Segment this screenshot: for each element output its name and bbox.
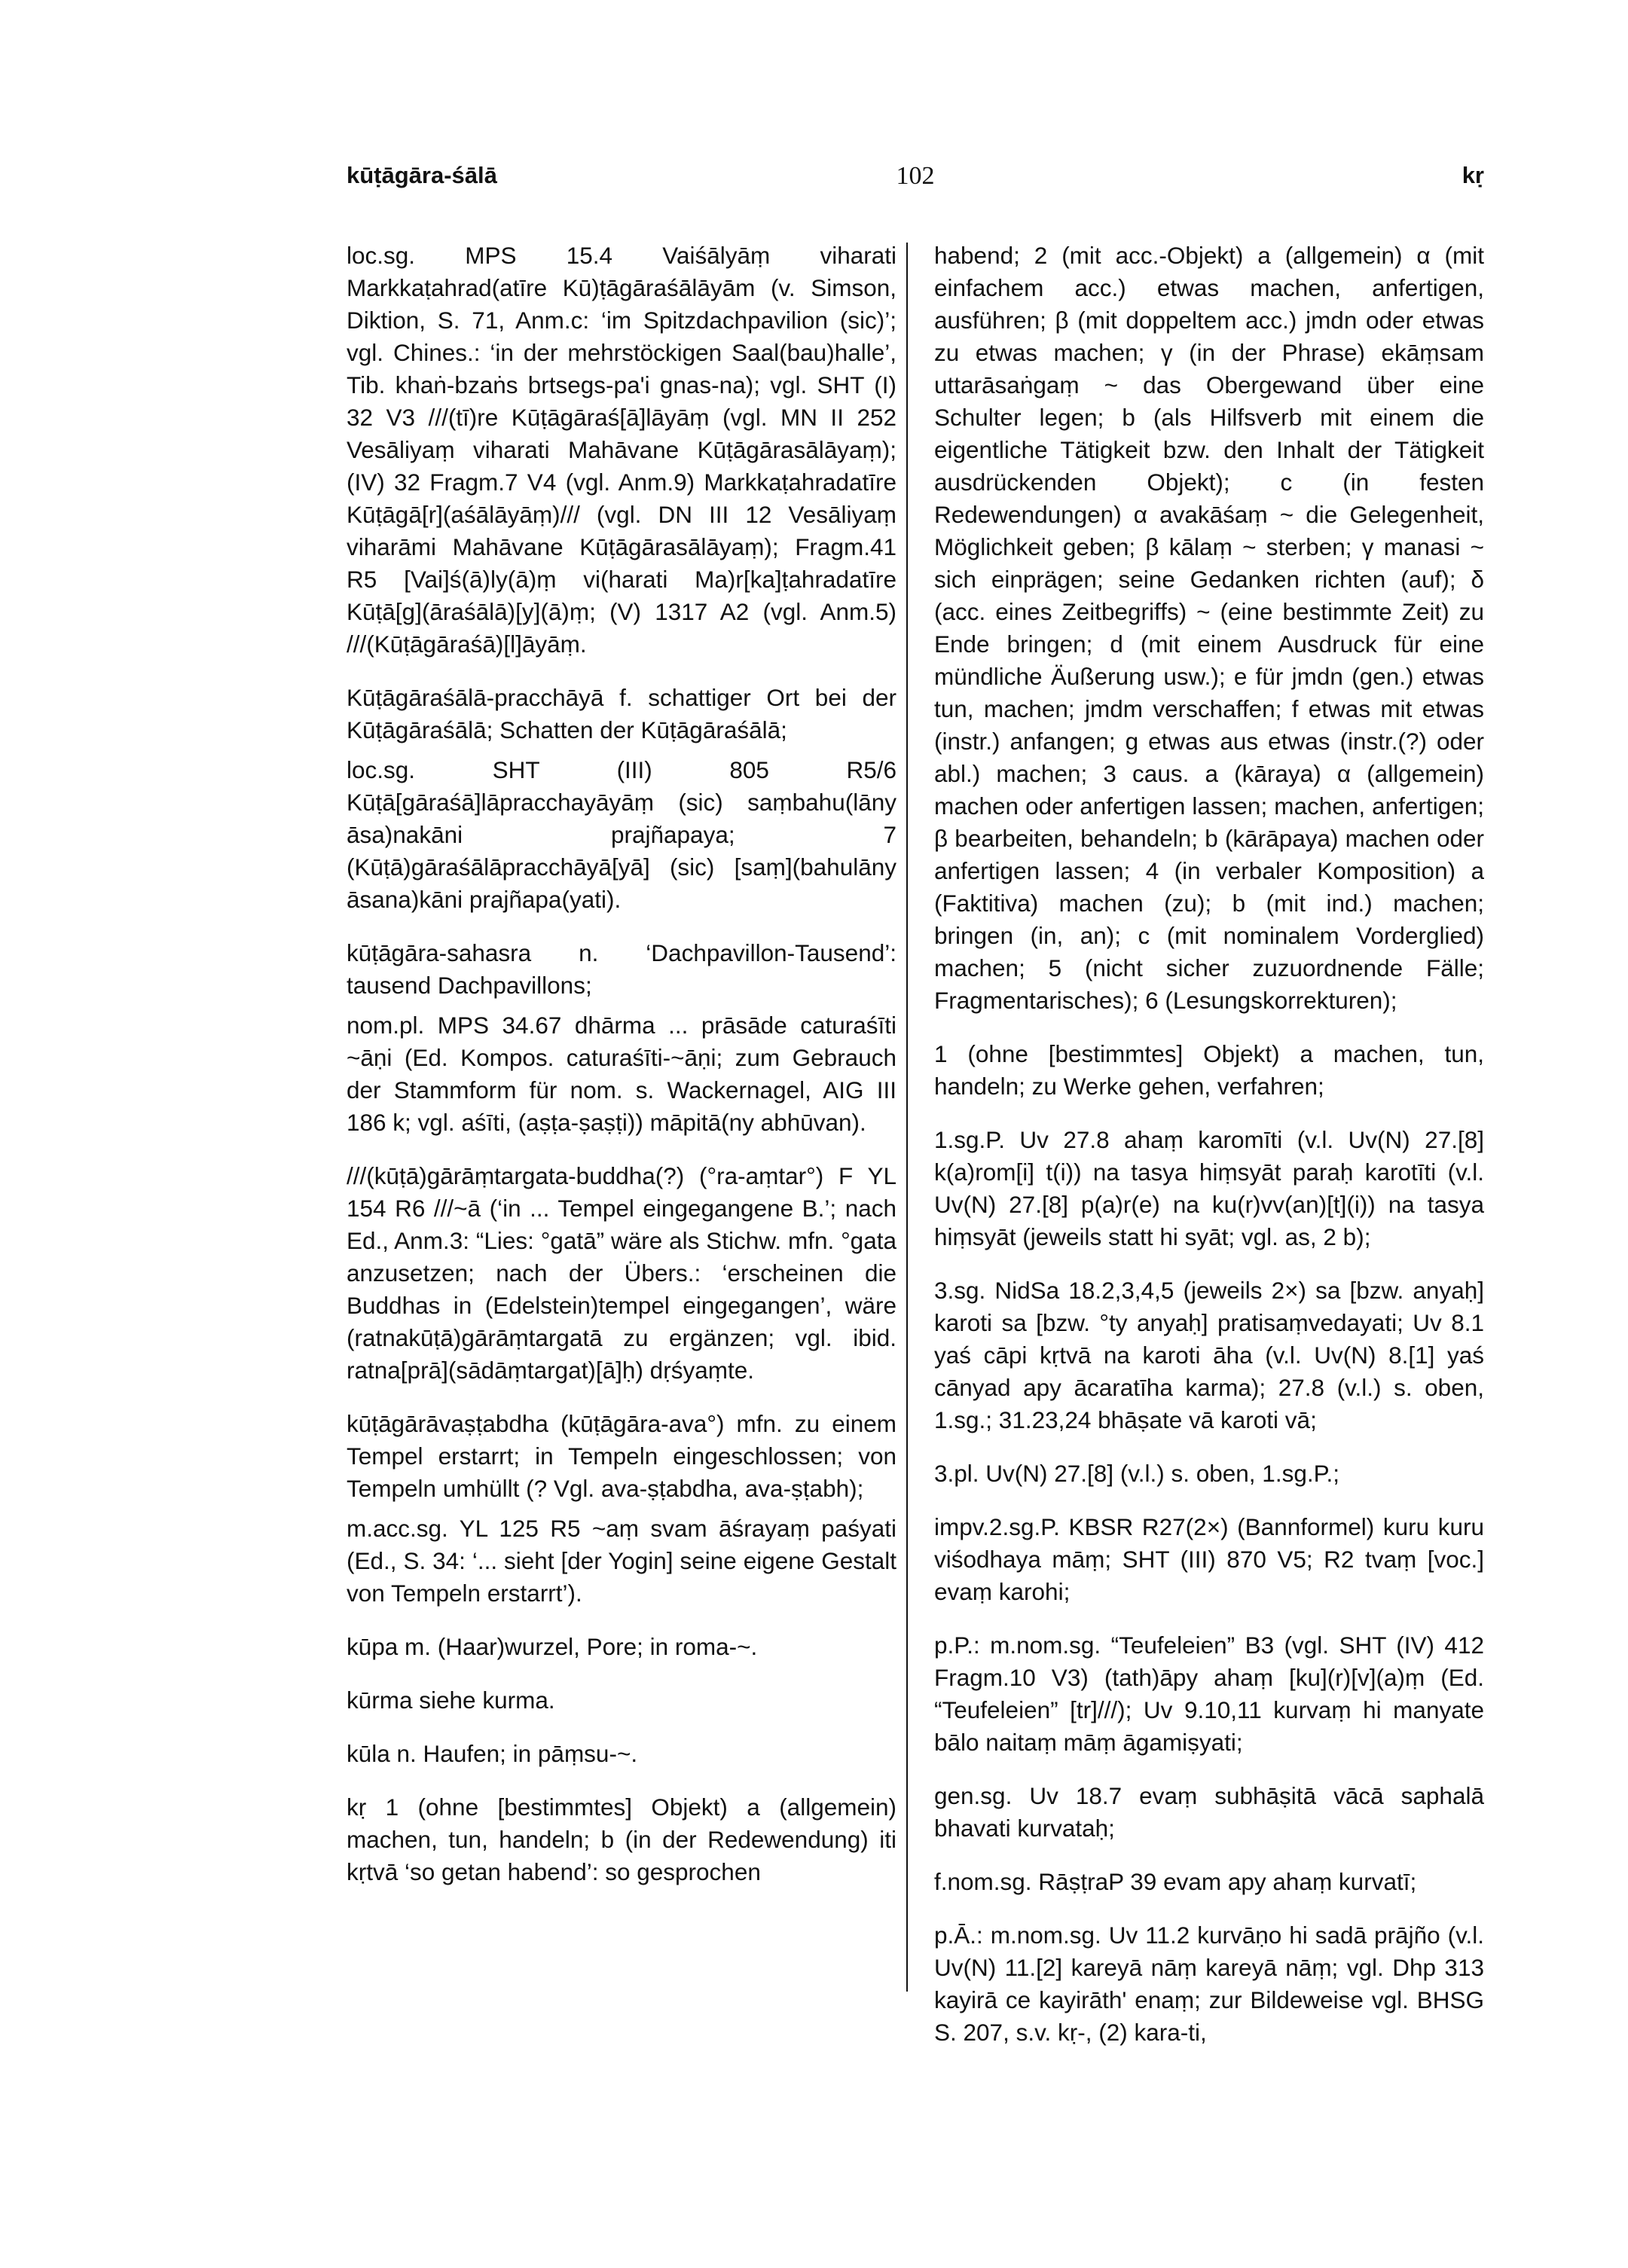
entry-headword-block: kūṭāgāra-sahasra n. ‘Dachpavillon-Tausend’: tausend Dachpavillons;: [347, 939, 896, 999]
entry-block: impv.2.sg.P. KBSR R27(2×) (Bannformel) kuru kuru viśodhaya māṃ; SHT (III) 870 V5; R2 tvaṃ [voc.] evaṃ karohi;: [934, 1513, 1484, 1605]
header-last-headword: kṛ: [1462, 162, 1484, 188]
entry-block: gen.sg. Uv 18.7 evaṃ subhāṣitā vācā saphalā bhavati kurvataḥ;: [934, 1782, 1484, 1842]
entry-block: habend; 2 (mit acc.-Objekt) a (allgemein) α (mit einfachem acc.) etwas machen, anfertigen, ausführen; β (mit doppeltem acc.) jmdn oder etwas zu etwas machen; γ (in der Phrase) ekāṃsam uttarāsaṅgaṃ ~ das Obergewand über eine Schulter legen; b (als Hilfsverb mit einem die eigentliche Tätigkeit bzw. den Inhalt der Tätigkeit ausdrückenden Objekt); c (in festen Redewendungen) α avakāśaṃ ~ die Gelegenheit, Möglichkeit geben; β kālaṃ ~ sterben; γ manasi ~ sich einprägen; seine Gedanken richten (auf); δ (acc. eines Zeitbegriffs) ~ (eine bestimmte Zeit) zu Ende bringen; d (mit einem Ausdruck für eine mündliche Äußerung usw.); e für jmdn (gen.) etwas tun, machen; jmdm verschaffen; f etwas mit etwas (instr.) anfangen; g etwas aus etwas (instr.(?) oder abl.) machen; 3 caus. a (kāraya) α (allgemein) machen oder anfertigen lassen; machen, anfertigen; β bearbeiten, behandeln; b (kārāpaya) machen oder anfertigen lassen; 4 (in verbaler Komposition) a (Faktitiva) machen (zu); b (mit ind.) machen; bringen (in, an); c (mit nominalem Vorderglied) machen; 5 (nicht sicher zuzuordnende Fälle; Fragmentarisches); 6 (Lesungskorrekturen);: [934, 242, 1484, 1014]
entry-headword-block: kūrma siehe kurma.: [347, 1687, 555, 1714]
entry-block: loc.sg. MPS 15.4 Vaiśālyāṃ viharati Markkaṭahrad(atīre Kū)ṭāgāraśālāyām (v. Simson, Diktion, S. 71, Anm.c: ‘im Spitzdachpavilion (sic)’; vgl. Chines.: ‘in der mehrstöckigen Saal(bau)halle’, Tib. khaṅ-bzaṅs brtsegs-pa'i gnas-na); vgl. SHT (I) 32 V3 ///(tī)re Kūṭāgāraś[ā]lāyāṃ (vgl. MN II 252 Vesāliyaṃ viharati Mahāvane Kūṭāgārasālāyaṃ); (IV) 32 Fragm.7 V4 (vgl. Anm.9) Markkaṭahradatīre Kūṭāgā[r](aśālāyāṃ)/// (vgl. DN III 12 Vesāliyaṃ viharāmi Mahāvane Kūṭāgārasālāyaṃ); Fragm.41 R5 [Vai]ś(ā)ly(ā)ṃ vi(harati Ma)r[ka]ṭahradatīre Kūṭā[g](āraśālā)[y](ā)ṃ; (V) 1317 A2 (vgl. Anm.5) ///(Kūṭāgāraśā)[l]āyāṃ.: [347, 242, 896, 658]
entry-headword-block: Kūṭāgāraśālā-pracchāyā f. schattiger Ort bei der Kūṭāgāraśālā; Schatten der Kūṭāgāraśālā;: [347, 684, 896, 743]
entry-headword-block: kūla n. Haufen; in pāṃsu-~.: [347, 1740, 638, 1767]
entry-headword-block: ///(kūṭā)gārāṃtargata-buddha(?) (°ra-aṃtar°) F YL 154 R6 ///~ā (‘in ... Tempel eingegangene B.’; nach Ed., Anm.3: “Lies: °gatā” wäre als Stichw. mfn. °gata anzusetzen; nach der Übers.: ‘erscheinen die Buddhas in (Edelstein)tempel eingegangen’, wäre (ratnakūṭā)gārāṃtargatā zu ergänzen; vgl. ibid. ratna[prā](sādāṃtargat)[ā]ḥ) dṛśyaṃte.: [347, 1162, 896, 1384]
entry-headword-block: kūṭāgārāvaṣṭabdha (kūṭāgāra-ava°) mfn. zu einem Tempel erstarrt; in Tempeln eingeschlossen; von Tempeln umhüllt (? Vgl. ava-ṣṭabdha, ava-ṣṭabh);: [347, 1410, 896, 1502]
entry-block: p.P.: m.nom.sg. “Teufeleien” B3 (vgl. SHT (IV) 412 Fragm.10 V3) (tath)āpy ahaṃ [ku](r)[v](a)ṃ (Ed. “Teufeleien” [tr]///); Uv 9.10,11 kurvaṃ hi manyate bālo naitaṃ māṃ āgamiṣyati;: [934, 1632, 1484, 1756]
left-column: [347, 240, 896, 1909]
entry-block: nom.pl. MPS 34.67 dhārma ... prāsāde caturaśīti ~āṇi (Ed. Kompos. caturaśīti-~āṇi; zum Gebrauch der Stammform für nom. s. Wackernagel, AIG III 186 k; vgl. aśīti, (aṣṭa-ṣaṣṭi)) māpitā(ny abhūvan).: [347, 1012, 896, 1136]
running-header: [347, 162, 1484, 207]
entry-block: 1.sg.P. Uv 27.8 ahaṃ karomīti (v.l. Uv(N) 27.[8] k(a)rom[i] t(i)) na tasya hiṃsyāt paraḥ karotīti (v.l. Uv(N) 27.[8] p(a)r(e) na ku(r)vv(an)[t](i)) na tasya hiṃsyāt (jeweils statt hi syāt; vgl. as, 2 b);: [934, 1126, 1484, 1250]
header-headword: kūṭāgāra-śālā: [347, 162, 497, 188]
entry-block: loc.sg. SHT (III) 805 R5/6 Kūṭā[gāraśā]lāpracchayāyāṃ (sic) saṃbahu(lāny āsa)nakāni prajñapaya; 7 (Kūṭā)gāraśālāpracchāyā[yā] (sic) [saṃ](bahulāny āsana)kāni prajñapa(yati).: [347, 756, 896, 913]
entry-headword-block: kūpa m. (Haar)wurzel, Pore; in roma-~.: [347, 1633, 758, 1660]
page-number: 102: [896, 162, 935, 190]
right-column: [934, 240, 1484, 2070]
entry-headword-block: kṛ 1 (ohne [bestimmtes] Objekt) a (allgemein) machen, tun, handeln; b (in der Redewendung) iti kṛtvā ‘so getan habend’: so gesprochen: [347, 1793, 896, 1885]
entry-block: 1 (ohne [bestimmtes] Objekt) a machen, tun, handeln; zu Werke gehen, verfahren;: [934, 1040, 1484, 1100]
entry-block: m.acc.sg. YL 125 R5 ~aṃ svam āśrayaṃ paśyati (Ed., S. 34: ‘... sieht [der Yogin] seine eigene Gestalt von Tempeln erstarrt’).: [347, 1515, 896, 1607]
entry-block: p.Ā.: m.nom.sg. Uv 11.2 kurvāṇo hi sadā prājño (v.l. Uv(N) 11.[2] kareyā nāṃ kareyā nāṃ; vgl. Dhp 313 kayirā ce kayirāth' enaṃ; zur Bildeweise vgl. BHSG S. 207, s.v. kṛ-, (2) kara-ti,: [934, 1922, 1484, 2046]
entry-block: 3.pl. Uv(N) 27.[8] (v.l.) s. oben, 1.sg.P.;: [934, 1460, 1340, 1487]
entry-block: f.nom.sg. RāṣṭraP 39 evam apy ahaṃ kurvatī;: [934, 1868, 1417, 1895]
entry-block: 3.sg. NidSa 18.2,3,4,5 (jeweils 2×) sa [bzw. anyaḥ] karoti sa [bzw. °ty anyaḥ] pratisaṃvedayati; Uv 8.1 yaś cāpi kṛtvā na karoti āha (v.l. Uv(N) 8.[1] yaś cānyad apy ācaratīha karma); 27.8 (v.l.) s. oben, 1.sg.; 31.23,24 bhāṣate vā karoti vā;: [934, 1277, 1484, 1433]
column-divider: [906, 243, 908, 1992]
